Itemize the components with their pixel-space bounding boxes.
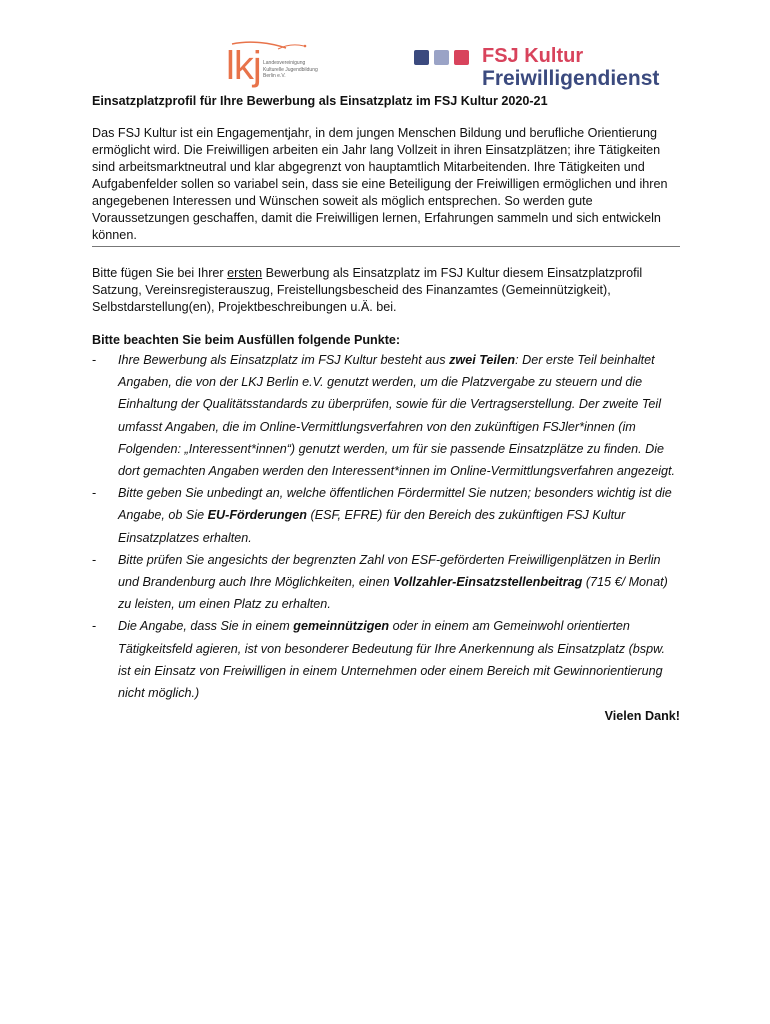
document-title: Einsatzplatzprofil für Ihre Bewerbung als Einsatzplatz im FSJ Kultur 2020-21	[92, 94, 548, 108]
lkj-logo-letters: lkj	[226, 44, 261, 88]
list-item: - Die Angabe, dass Sie in einem gemeinnützigen oder in einem am Gemeinwohl orientierten Tätigkeitsfeld agieren, ist von besonderer Bedeutung für Ihre Anerkennung als Einsatzplatz (bspw. ist ein Einsatz von Freiwilligen in einem Unternehmen oder einem Bereich mit Gewinnorientierung nicht möglich.)	[92, 619, 665, 701]
points-list	[92, 349, 680, 704]
document-body	[92, 93, 680, 726]
list-item: - Bitte prüfen Sie angesichts der begrenzten Zahl von ESF-geförderten Freiwilligenplätzen in Berlin und Brandenburg auch Ihre Möglichkeiten, einen Vollzahler-Einsatzstellenbeitrag (715 €/ Monat) zu leisten, um einen Platz zu erhalten.	[92, 552, 668, 612]
closing-thanks: Vielen Dank!	[604, 709, 680, 724]
points-heading: Bitte beachten Sie beim Ausfüllen folgende Punkte:	[92, 333, 401, 347]
list-item: - Bitte geben Sie unbedingt an, welche öffentlichen Fördermittel Sie nutzen; besonders wichtig ist die Angabe, ob Sie EU-Förderungen (ESF, EFRE) für den Bereich des zukünftigen FSJ Kultur Einsatzplatzes erhalten.	[92, 486, 672, 545]
lkj-logo	[226, 40, 356, 86]
logo-square-3	[454, 50, 469, 65]
fsj-kultur-logo	[412, 44, 682, 90]
logo-square-2	[434, 50, 449, 65]
attachment-paragraph: Bitte fügen Sie bei Ihrer ersten Bewerbung als Einsatzplatz im FSJ Kultur diesem Einsatzplatzprofil Satzung, Vereinsregisterauszug, Freistellungsbescheid des Finanzamtes (Gemeinnützigkeit), Selbstdarstellung(en), Projektbeschreibungen u.Ä. bei.	[92, 266, 643, 314]
fsj-logo-squares	[414, 50, 469, 65]
list-item: - Ihre Bewerbung als Einsatzplatz im FSJ Kultur besteht aus zwei Teilen: Der erste Teil beinhaltet Angaben, die von der LKJ Berlin e.V. genutzt werden, um die Platzvergabe zu steuern und die Einhaltung der Qualitätsstandards zu überprüfen, sowie für die Vertragserstellung. Der zweite Teil umfasst Angaben, die im Online-Vermittlungsverfahren von den zukünftigen FSJler*innen (im Folgenden: „Interessent*innen“) genutzt werden, um für sie passende Einsatzplätze zu finden. Die dort gemachten Angaben werden den Interessent*innen im Online-Vermittlungsverfahren angezeigt.	[92, 353, 676, 479]
fsj-logo-subtitle: Freiwilligendienst	[482, 67, 660, 90]
fsj-logo-title: FSJ Kultur	[482, 45, 584, 67]
logo-square-1	[414, 50, 429, 65]
intro-paragraph: Das FSJ Kultur ist ein Engagementjahr, in dem jungen Menschen Bildung und berufliche Orientierung ermöglicht wird. Die Freiwilligen arbeiten ein Jahr lang Vollzeit in ihren Einsatzplätzen; ihre Tätigkeiten sind arbeitsmarktneutral und klar abgegrenzt von hauptamtlich Mitarbeitenden. Ihre Tätigkeiten und Aufgabenfelder sollen so variabel sein, dass sie eine Beteiligung der Freiwilligen ermöglichen und ihren angegebenen Interessen und Wünschen soweit als möglich entsprechen. So werden gute Voraussetzungen geschaffen, damit die Freiwilligen lernen, Erfahrungen sammeln und sich entwickeln können.	[92, 125, 680, 247]
underlined-word: ersten	[227, 266, 263, 280]
lkj-logo-subtitle: Landesvereinigung Kulturelle Jugendbildung Berlin e.V.	[263, 60, 318, 79]
